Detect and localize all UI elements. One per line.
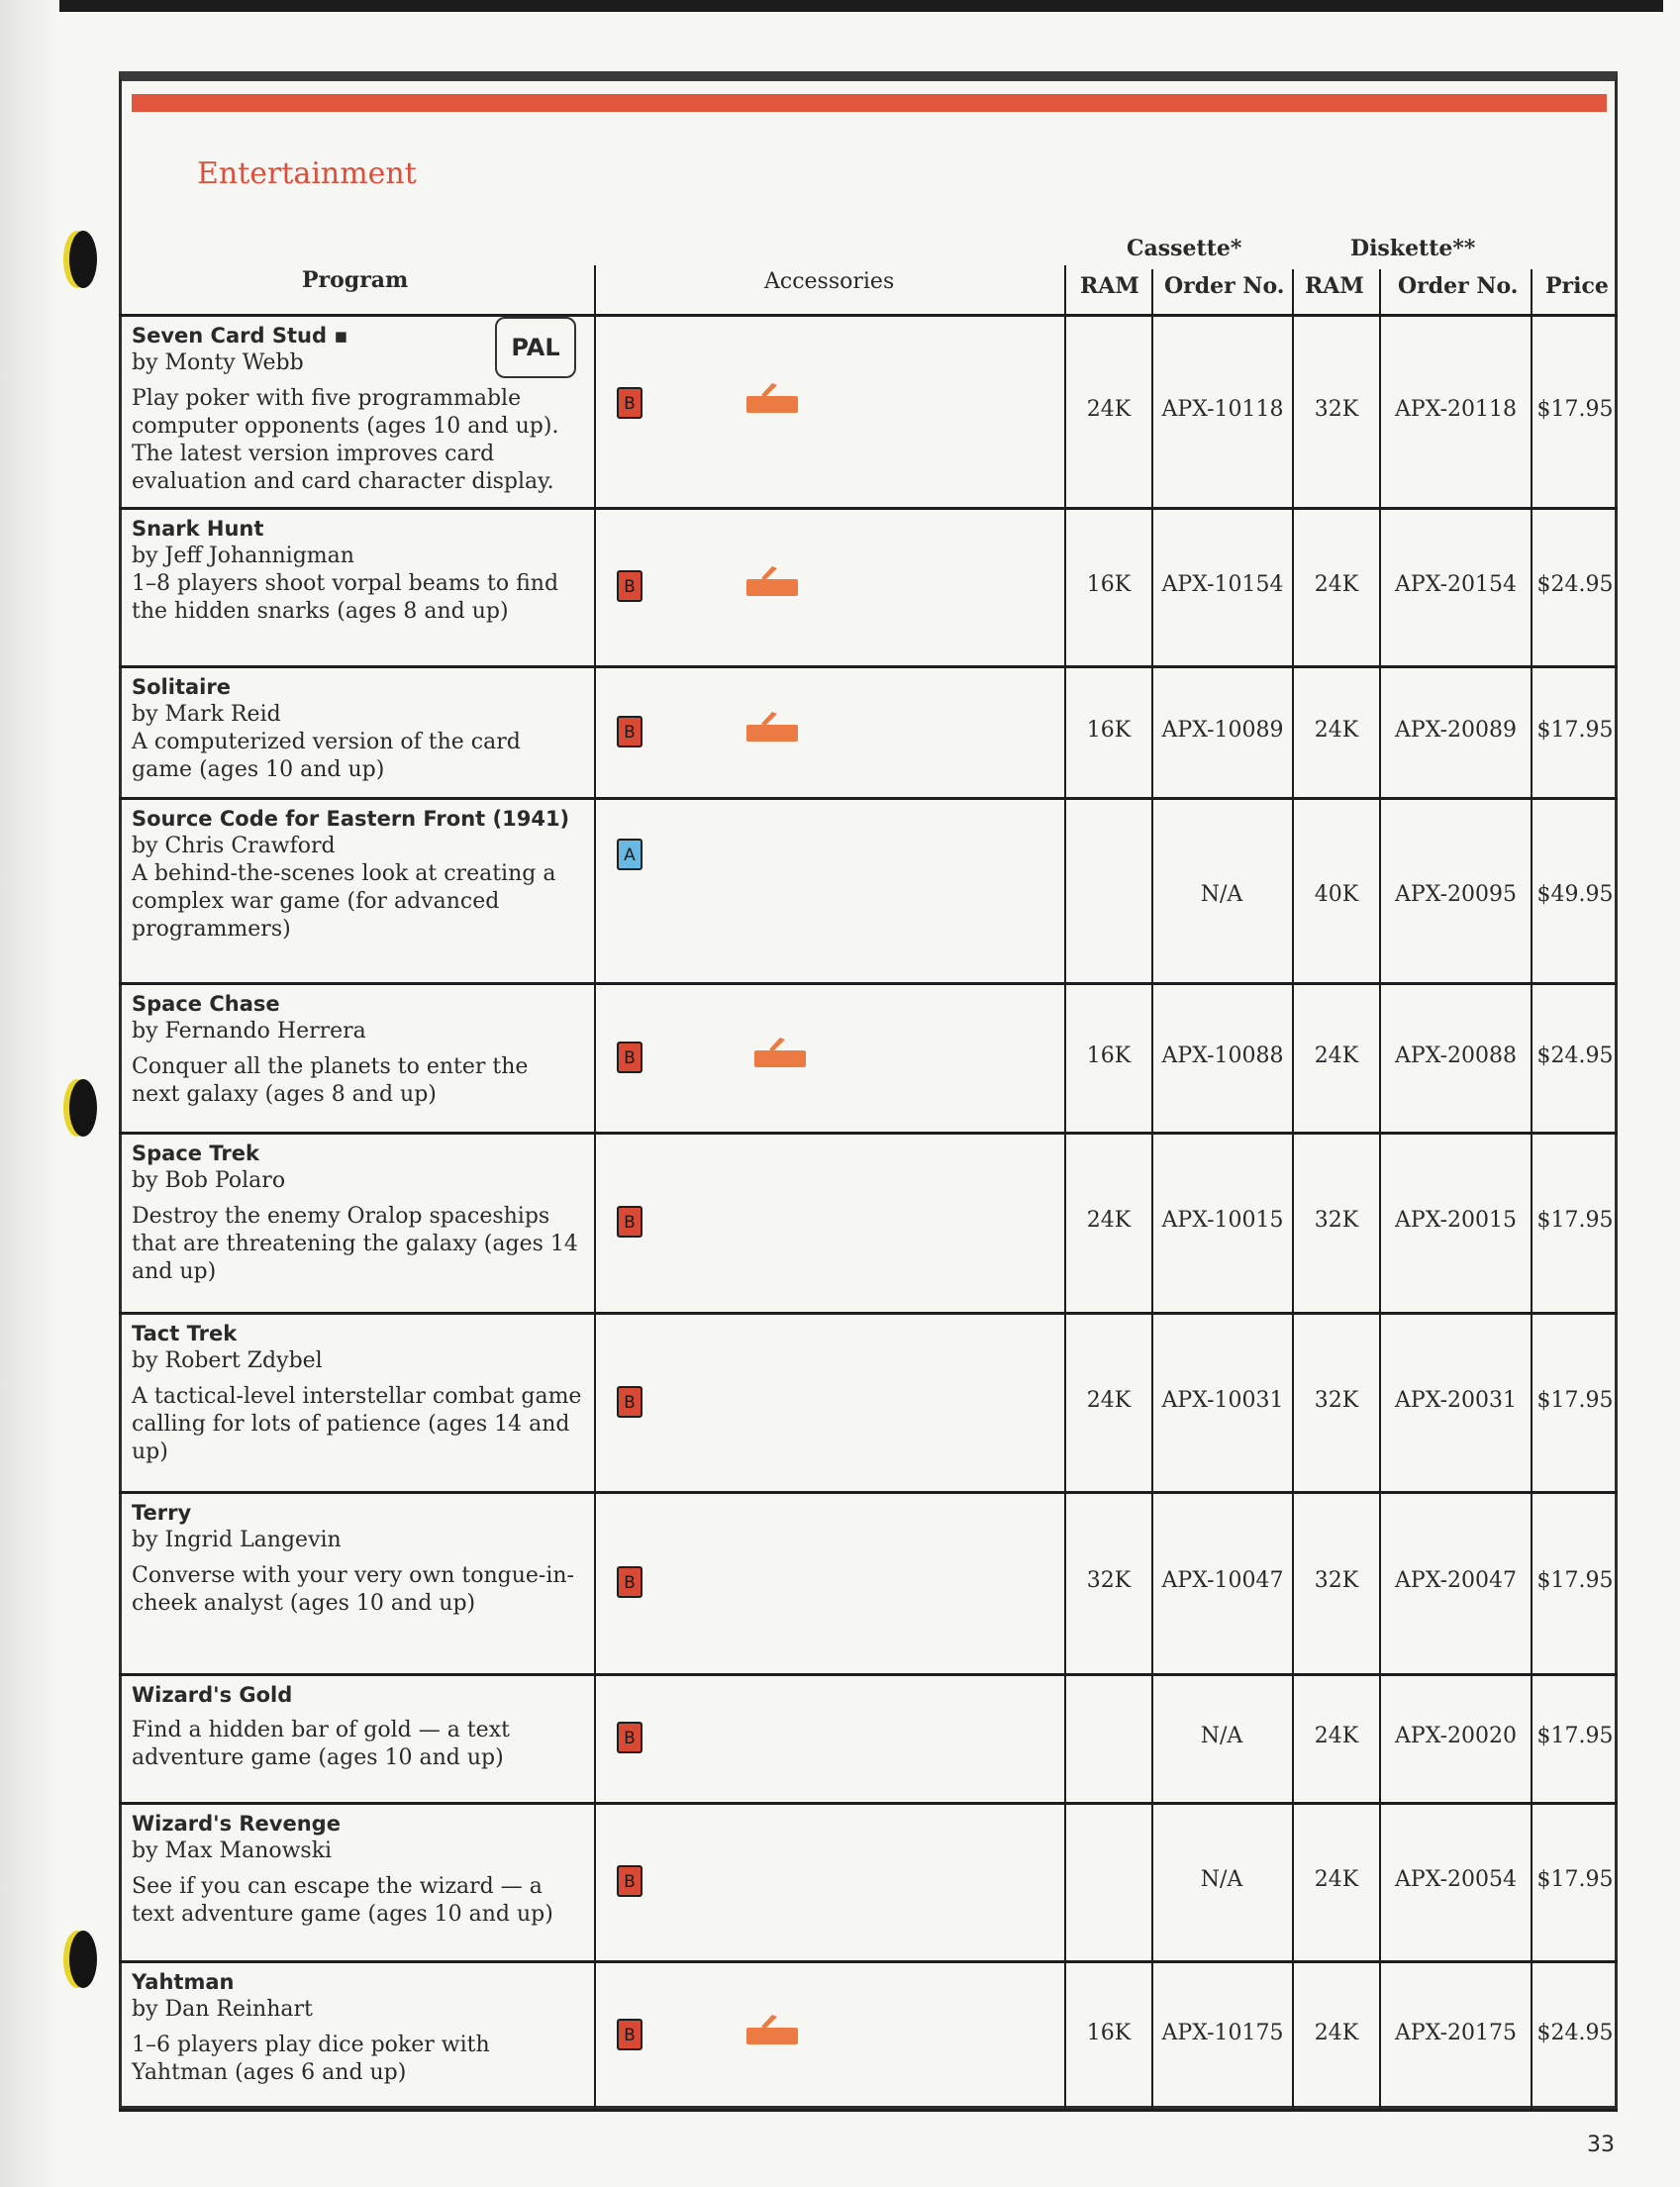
program-name: Tact Trek bbox=[132, 1322, 238, 1345]
cassette-order-number: N/A bbox=[1200, 1867, 1243, 1892]
program-cell bbox=[132, 990, 582, 1128]
cassette-order-number: APX-10154 bbox=[1161, 572, 1284, 597]
header-diskette-ram: RAM bbox=[1305, 273, 1364, 299]
program-cell bbox=[132, 1499, 582, 1669]
price: $17.95 bbox=[1536, 1568, 1614, 1593]
joystick-icon bbox=[744, 564, 800, 598]
diskette-ram: 32K bbox=[1314, 396, 1359, 422]
binder-margin bbox=[0, 0, 59, 2187]
top-edge bbox=[0, 0, 1663, 12]
program-author: by Chris Crawford bbox=[132, 834, 336, 858]
program-name: Space Trek bbox=[132, 1142, 259, 1165]
cassette-ram: 16K bbox=[1086, 1043, 1132, 1068]
diskette-ram: 32K bbox=[1314, 1387, 1359, 1413]
price: $17.95 bbox=[1536, 1867, 1614, 1892]
price: $17.95 bbox=[1536, 1208, 1614, 1233]
program-name: Source Code for Eastern Front (1941) bbox=[132, 807, 570, 831]
diskette-order-number: APX-20095 bbox=[1395, 881, 1517, 907]
diskette-order-number: APX-20031 bbox=[1395, 1387, 1517, 1413]
program-name: Solitaire bbox=[132, 675, 231, 699]
price: $24.95 bbox=[1536, 1043, 1614, 1068]
header-cassette-ram: RAM bbox=[1080, 273, 1139, 299]
program-author: by Bob Polaro bbox=[132, 1168, 286, 1193]
grid-line bbox=[119, 665, 1618, 668]
program-description: Play poker with five programmable computer opponents (ages 10 and up). The latest version improves card evaluation and card character display. bbox=[132, 386, 559, 494]
joystick-icon bbox=[744, 710, 800, 744]
program-description: 1–8 players shoot vorpal beams to find the hidden snarks (ages 8 and up) bbox=[132, 571, 559, 624]
grid-line bbox=[119, 1960, 1618, 1963]
grid-line bbox=[119, 314, 1618, 317]
program-description: Converse with your very own tongue-in-cheek analyst (ages 10 and up) bbox=[132, 1563, 574, 1616]
grid-line bbox=[119, 1491, 1618, 1494]
price: $17.95 bbox=[1536, 396, 1614, 422]
grid-line bbox=[119, 797, 1618, 800]
header-diskette-order: Order No. bbox=[1398, 273, 1519, 299]
diskette-ram: 40K bbox=[1314, 881, 1359, 907]
program-author: by Fernando Herrera bbox=[132, 1019, 366, 1044]
cartridge-b-icon: B bbox=[617, 1865, 642, 1897]
diskette-ram: 24K bbox=[1314, 1724, 1359, 1748]
cartridge-b-icon: B bbox=[617, 1722, 642, 1753]
price: $17.95 bbox=[1536, 1724, 1614, 1748]
program-description: Destroy the enemy Oralop spaceships that are threatening the galaxy (ages 14 and up) bbox=[132, 1204, 578, 1284]
program-name: Snark Hunt bbox=[132, 517, 264, 541]
grid-line bbox=[594, 265, 596, 314]
header-program: Program bbox=[302, 267, 409, 293]
program-description: See if you can escape the wizard — a text adventure game (ages 10 and up) bbox=[132, 1874, 553, 1927]
cassette-order-number: N/A bbox=[1200, 881, 1243, 907]
joystick-icon bbox=[752, 1036, 808, 1069]
price: $24.95 bbox=[1536, 572, 1614, 597]
program-author: by Dan Reinhart bbox=[132, 1997, 313, 2022]
program-name: Wizard's Revenge bbox=[132, 1812, 341, 1836]
grid-line bbox=[119, 1673, 1618, 1676]
cassette-order-number: N/A bbox=[1200, 1724, 1243, 1748]
header-diskette: Diskette** bbox=[1350, 236, 1476, 261]
diskette-order-number: APX-20154 bbox=[1395, 572, 1517, 597]
cartridge-b-icon: B bbox=[617, 570, 642, 602]
cassette-ram: 16K bbox=[1086, 572, 1132, 597]
cassette-ram: 24K bbox=[1086, 396, 1132, 422]
cassette-ram: 16K bbox=[1086, 717, 1132, 743]
cartridge-b-icon: B bbox=[617, 1386, 642, 1418]
program-name: Yahtman bbox=[132, 1970, 235, 1994]
program-name: Wizard's Gold bbox=[132, 1683, 293, 1707]
cassette-order-number: APX-10015 bbox=[1161, 1208, 1284, 1233]
program-cell bbox=[132, 1320, 582, 1487]
diskette-ram: 32K bbox=[1314, 1568, 1359, 1593]
program-cell bbox=[132, 1681, 582, 1798]
program-cell bbox=[132, 805, 582, 978]
header-cassette: Cassette* bbox=[1127, 236, 1242, 261]
diskette-order-number: APX-20118 bbox=[1395, 396, 1517, 422]
cassette-order-number: APX-10175 bbox=[1161, 2021, 1284, 2045]
program-author: by Robert Zdybel bbox=[132, 1348, 323, 1373]
cartridge-b-icon: B bbox=[617, 387, 642, 419]
diskette-ram: 24K bbox=[1314, 572, 1359, 597]
program-cell bbox=[132, 515, 582, 661]
binder-hole bbox=[69, 1931, 97, 1988]
cassette-order-number: APX-10047 bbox=[1161, 1568, 1284, 1593]
cassette-ram: 24K bbox=[1086, 1208, 1132, 1233]
diskette-order-number: APX-20047 bbox=[1395, 1568, 1517, 1593]
grid-line bbox=[1064, 265, 1066, 314]
grid-line bbox=[594, 314, 596, 2109]
program-name: Terry bbox=[132, 1501, 192, 1525]
grid-line bbox=[119, 2109, 1618, 2112]
diskette-ram: 24K bbox=[1314, 1867, 1359, 1892]
grid-line bbox=[1379, 269, 1381, 314]
joystick-icon bbox=[744, 2013, 800, 2046]
header-cassette-order: Order No. bbox=[1164, 273, 1285, 299]
grid-line bbox=[119, 507, 1618, 510]
program-author: by Monty Webb bbox=[132, 350, 304, 375]
program-author: by Ingrid Langevin bbox=[132, 1528, 342, 1552]
diskette-ram: 24K bbox=[1314, 2021, 1359, 2045]
cartridge-a-icon: A bbox=[617, 839, 642, 870]
grid-line bbox=[119, 1802, 1618, 1805]
section-color-bar bbox=[132, 94, 1607, 112]
grid-line bbox=[1151, 269, 1153, 314]
program-description: Find a hidden bar of gold — a text adventure game (ages 10 and up) bbox=[132, 1718, 510, 1770]
cassette-order-number: APX-10118 bbox=[1161, 396, 1284, 422]
cassette-order-number: APX-10088 bbox=[1161, 1043, 1284, 1068]
cartridge-b-icon: B bbox=[617, 716, 642, 747]
grid-line bbox=[1531, 269, 1532, 314]
cartridge-b-icon: B bbox=[617, 2019, 642, 2050]
cassette-ram: 24K bbox=[1086, 1387, 1132, 1413]
grid-line bbox=[1292, 269, 1294, 314]
cartridge-b-icon: B bbox=[617, 1206, 642, 1238]
cassette-ram: 32K bbox=[1086, 1568, 1132, 1593]
price: $17.95 bbox=[1536, 717, 1614, 743]
diskette-ram: 32K bbox=[1314, 1208, 1359, 1233]
program-cell bbox=[132, 1810, 582, 1956]
diskette-order-number: APX-20054 bbox=[1395, 1867, 1517, 1892]
section-title: Entertainment bbox=[197, 156, 417, 191]
header-price: Price bbox=[1545, 273, 1609, 299]
grid-line bbox=[119, 1132, 1618, 1135]
page-number: 33 bbox=[1587, 2133, 1615, 2157]
cassette-order-number: APX-10089 bbox=[1161, 717, 1284, 743]
binder-hole bbox=[69, 1079, 97, 1137]
grid-line bbox=[119, 1312, 1618, 1315]
program-description: A computerized version of the card game (ages 10 and up) bbox=[132, 730, 521, 782]
program-author: by Mark Reid bbox=[132, 702, 281, 727]
cartridge-b-icon: B bbox=[617, 1042, 642, 1073]
diskette-order-number: APX-20175 bbox=[1395, 2021, 1517, 2045]
program-cell bbox=[132, 1140, 582, 1308]
diskette-ram: 24K bbox=[1314, 1043, 1359, 1068]
program-description: A tactical-level interstellar combat game calling for lots of patience (ages 14 and up) bbox=[132, 1384, 582, 1464]
program-name: Space Chase bbox=[132, 992, 280, 1016]
joystick-icon bbox=[744, 381, 800, 415]
program-author: by Jeff Johannigman bbox=[132, 544, 354, 568]
pal-badge: PAL bbox=[495, 317, 576, 378]
program-description: 1–6 players play dice poker with Yahtman (ages 6 and up) bbox=[132, 2033, 490, 2085]
program-author: by Max Manowski bbox=[132, 1839, 333, 1863]
grid-line bbox=[119, 982, 1618, 985]
header-accessories: Accessories bbox=[764, 269, 895, 294]
price: $49.95 bbox=[1536, 881, 1614, 907]
program-description: A behind-the-scenes look at creating a complex war game (for advanced programmers) bbox=[132, 861, 556, 942]
cassette-order-number: APX-10031 bbox=[1161, 1387, 1284, 1413]
cartridge-b-icon: B bbox=[617, 1566, 642, 1598]
price: $24.95 bbox=[1536, 2021, 1614, 2045]
diskette-ram: 24K bbox=[1314, 717, 1359, 743]
program-cell bbox=[132, 673, 582, 793]
diskette-order-number: APX-20020 bbox=[1395, 1724, 1517, 1748]
program-description: Conquer all the planets to enter the next galaxy (ages 8 and up) bbox=[132, 1054, 529, 1107]
binder-hole bbox=[69, 231, 97, 288]
diskette-order-number: APX-20015 bbox=[1395, 1208, 1517, 1233]
program-cell bbox=[132, 1968, 582, 2105]
price: $17.95 bbox=[1536, 1387, 1614, 1413]
cassette-ram: 16K bbox=[1086, 2021, 1132, 2045]
program-name: Seven Card Stud ▪ bbox=[132, 324, 348, 348]
diskette-order-number: APX-20089 bbox=[1395, 717, 1517, 743]
diskette-order-number: APX-20088 bbox=[1395, 1043, 1517, 1068]
